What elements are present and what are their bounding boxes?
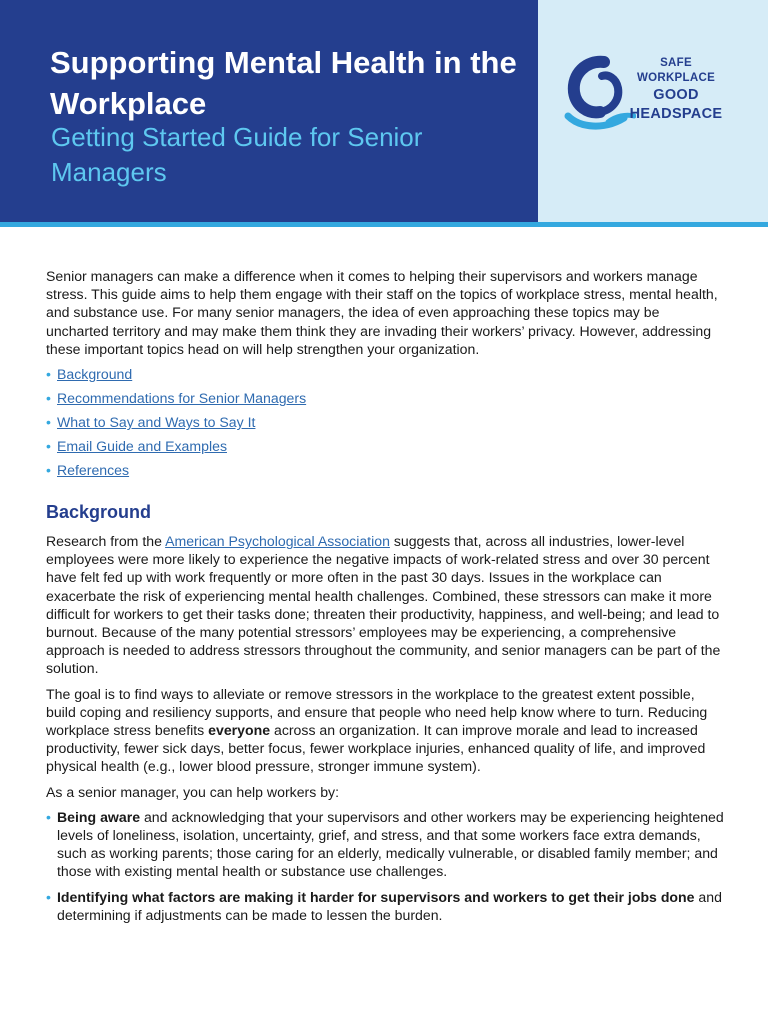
list-item bbox=[46, 888, 726, 924]
list-item-lead: Identifying what factors are making it harder for supervisors and workers to get their jobs done bbox=[57, 888, 695, 905]
p1-text-start: Research from the bbox=[46, 533, 166, 550]
bullet-icon: • bbox=[46, 414, 51, 431]
table-of-contents bbox=[46, 365, 726, 479]
p1-text-end: suggests that, across all industries, lower-level employees were more likely to experience the negative impacts of work-related stress and over 30 percent have felt fed up with work frequently or more often in the past 30 days. Issues in the workplace can exacerbate the risk of experiencing mental health challenges. Combined, these stressors can make it more difficult for workers to get their tasks done; threaten their productivity, happiness, and well-being; and lead to burnout. Because of the many potential stressors’ employees may be experiencing, a comprehensive approach is needed to address stressors throughout the community, and senior managers can be part of the solution. bbox=[46, 533, 721, 677]
bullet-icon: • bbox=[46, 462, 51, 479]
toc-item bbox=[46, 461, 726, 479]
main-content bbox=[46, 267, 726, 931]
p2-emphasis: everyone bbox=[208, 722, 271, 739]
header-accent-bar bbox=[0, 222, 768, 227]
toc-item bbox=[46, 413, 726, 431]
toc-item bbox=[46, 389, 726, 407]
list-item-text: and determining if adjustments can be made to lessen the burden. bbox=[57, 888, 722, 923]
header-title-panel bbox=[0, 0, 538, 222]
toc-item bbox=[46, 365, 726, 383]
bullet-icon: • bbox=[46, 438, 51, 455]
logo-line-4: HEADSPACE bbox=[629, 106, 723, 122]
bullet-icon: • bbox=[46, 888, 51, 905]
toc-link-background[interactable]: Background bbox=[57, 366, 133, 383]
background-paragraph-1 bbox=[46, 532, 726, 678]
toc-link-references[interactable]: References bbox=[57, 462, 130, 479]
apa-link[interactable]: American Psychological Association bbox=[165, 533, 390, 550]
intro-paragraph: Senior managers can make a difference when it comes to helping their supervisors and workers manage stress. This guide aims to help them engage with their staff on the topics of workplace stress, mental health, and substance use. For many senior managers, the idea of even approaching these topics may be uncharted territory and may make them think they are invading their workers’ privacy. However, addressing these important topics head on will help strengthen your organization. bbox=[46, 268, 718, 357]
bullet-icon: • bbox=[46, 366, 51, 383]
background-paragraph-2 bbox=[46, 685, 726, 776]
p2-text-start: The goal is to find ways to alleviate or remove stressors in the workplace to the greatest extent possible, build coping and resiliency supports, and ensure that people who need help know where to turn. Reducing workplace stress benefits bbox=[46, 685, 708, 739]
list-item bbox=[46, 808, 726, 881]
page-subtitle: Getting Started Guide for Senior Managers bbox=[51, 122, 423, 187]
logo-line-2: WORKPLACE bbox=[636, 72, 716, 84]
safe-workplace-logo bbox=[560, 50, 750, 140]
logo-wordmark bbox=[620, 56, 732, 124]
list-item-lead: Being aware bbox=[57, 808, 141, 825]
background-paragraph-3: As a senior manager, you can help workers by: bbox=[46, 783, 339, 800]
bullet-icon: • bbox=[46, 390, 51, 407]
background-heading: Background bbox=[46, 502, 152, 523]
toc-link-what-to-say[interactable]: What to Say and Ways to Say It bbox=[57, 414, 256, 431]
toc-item bbox=[46, 437, 726, 455]
page-header bbox=[0, 0, 768, 222]
list-item-text: and acknowledging that your supervisors and other workers may be experiencing heightened levels of loneliness, isolation, uncertainty, grief, and stress, and that some workers face extra demands, such as working parents; those caring for an elderly, medically vulnerable, or disabled family member; and those with existing mental health or substance use challenges. bbox=[57, 808, 724, 880]
toc-link-recommendations[interactable]: Recommendations for Senior Managers bbox=[57, 390, 307, 407]
page-title: Supporting Mental Health in the Workplace bbox=[50, 45, 517, 121]
toc-link-email-guide[interactable]: Email Guide and Examples bbox=[57, 438, 227, 455]
bullet-icon: • bbox=[46, 808, 51, 825]
logo-line-1: SAFE bbox=[660, 57, 692, 69]
help-workers-list bbox=[46, 808, 726, 924]
p2-text-end: across an organization. It can improve morale and lead to increased productivity, fewer sick days, better focus, fewer workplace injuries, enhanced quality of life, and improved physical health (e.g., lower blood pressure, stronger immune system). bbox=[46, 722, 706, 775]
logo-line-3: GOOD bbox=[653, 87, 699, 103]
